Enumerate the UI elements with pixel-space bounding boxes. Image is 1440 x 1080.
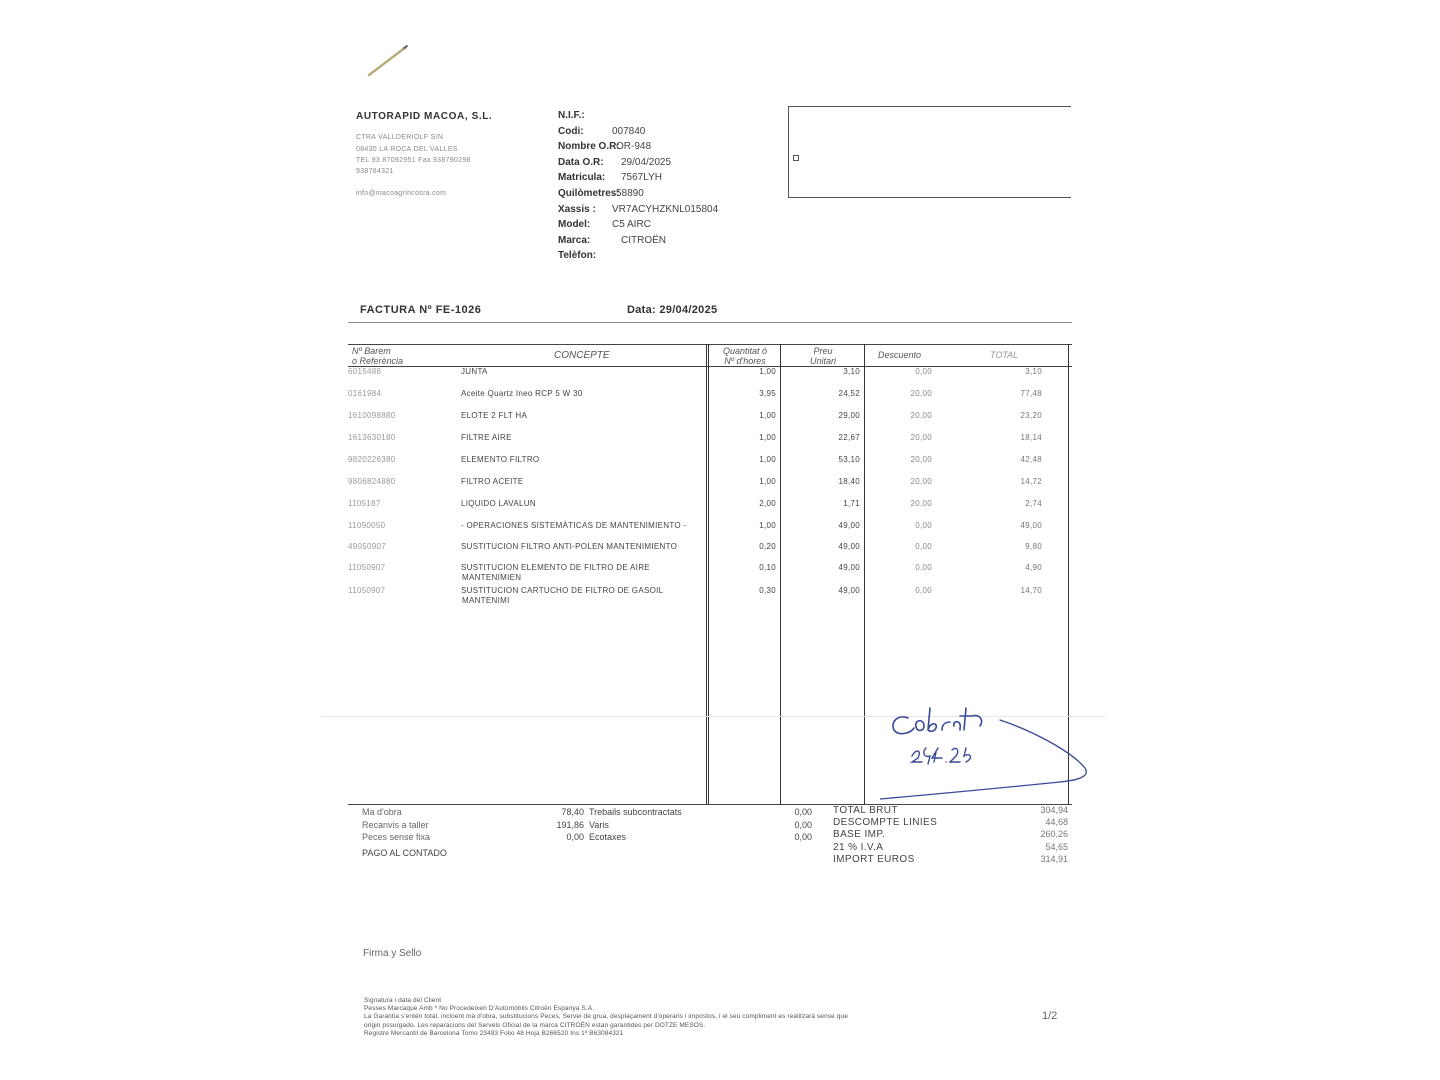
total-label: 21 % I.V.A [833,841,884,853]
footer-line: La Garantia s'entén total, incloent mà d'obra, substitucions Peces, Servei de grua, desplaçament d'operaris i impostos, i el seu compliment es realitzarà sense que [364,1013,848,1021]
row-unit-price: 18,40 [838,477,860,486]
row-reference: 9806824880 [348,477,396,486]
vehicle-info-value: CITROËN [621,234,666,246]
column-divider [780,344,781,804]
signature-stamp-label: Firma y Sello [363,948,422,959]
company-name: AUTORAPID MACOA, S.L. [356,111,493,122]
row-concept: ELOTE 2 FLT HA [461,411,528,420]
row-concept: Aceite Quartz Ineo RCP 5 W 30 [461,389,583,398]
header-ref: Nº Barem o Referència [352,346,404,366]
row-discount: 0,00 [915,367,932,376]
total-value: 54,65 [1045,841,1068,852]
total-value: 314,91 [1040,853,1068,864]
company-address-line: CTRA VALLDERIOLF S/N [356,134,444,141]
row-reference: 11050907 [348,586,386,595]
header-discount: Descuento [878,350,922,360]
total-value: 260,26 [1040,829,1068,840]
row-reference: 1105187 [348,499,381,508]
summary-value-2: 0,00 [794,819,812,830]
client-address-box [788,106,1071,198]
row-reference: 1613630180 [348,433,396,442]
vehicle-info-value: 7567LYH [621,172,662,184]
vehicle-info-label: Model: [558,219,591,231]
header-concept: CONCEPTE [554,350,610,361]
row-concept-continued: MANTENIMIEN [462,573,522,582]
summary-value: 191,86 [556,819,584,830]
row-total: 77,48 [1020,389,1042,398]
invoice-number: FACTURA Nº FE-1026 [360,304,482,316]
pencil-mark-icon [366,44,410,78]
vehicle-info-label: N.I.F.: [558,110,585,121]
row-total: 14,72 [1020,477,1042,486]
row-concept: - OPERACIONES SISTEMÁTICAS DE MANTENIMIENTO - [461,521,687,530]
column-divider [864,344,865,804]
row-quantity: 0,30 [759,586,776,595]
payment-method: PAGO AL CONTADO [362,848,447,858]
row-unit-price: 49,00 [838,586,860,595]
company-address-line: 08430 LA ROCA DEL VALLES [356,146,458,153]
row-total: 42,48 [1020,455,1042,464]
row-concept: SUSTITUCION CARTUCHO DE FILTRO DE GASOIL [461,586,664,595]
table-header-top [348,344,1072,345]
row-total: 9,80 [1025,542,1042,551]
footer-line: Registre Mercantil de Barcelona Tomo 23493 Folio 48 Hoja B266520 Ins 1ª B63084321 [364,1029,624,1037]
row-discount: 0,00 [915,563,932,572]
row-total: 18,14 [1020,433,1042,442]
row-concept-continued: MANTENIMI [462,596,510,605]
row-discount: 20,00 [910,499,932,508]
row-concept: FILTRE AIRE [461,433,512,442]
row-discount: 0,00 [915,586,932,595]
total-value: 304,94 [1040,805,1068,815]
summary-label: Ma d'obra [362,807,402,817]
row-concept: JUNTA [461,367,488,376]
row-unit-price: 22,67 [838,433,860,442]
summary-label-2: Trebails subcontractats [589,807,682,817]
company-phone: TEL 93 87092951 Fax 938790298 [356,157,471,164]
total-label: TOTAL BRUT [833,805,898,816]
row-quantity: 1,00 [759,433,776,442]
row-concept: FILTRO ACEITE [461,477,524,486]
row-unit-price: 24,52 [838,389,860,398]
total-label: BASE IMP. [833,829,886,841]
row-quantity: 0,20 [759,542,776,551]
row-unit-price: 49,00 [838,542,860,551]
vehicle-info-label: Data O.R: [558,156,604,168]
header-total: TOTAL [990,350,1019,360]
total-label: IMPORT EUROS [833,853,915,865]
row-quantity: 3,95 [759,389,776,398]
row-discount: 20,00 [910,455,932,464]
row-unit-price: 49,00 [838,563,860,572]
row-discount: 20,00 [910,477,932,486]
footer-line: Pesses Marcaque Amb * No Procedeixen D'Automòbils Citroën Espanya S.A. [364,1005,595,1013]
vehicle-info-label: Quilòmetres: [558,188,620,199]
handwritten-signature [880,700,1100,810]
vehicle-info-label: Codi: [558,125,584,137]
summary-label: Peces sense fixa [362,832,431,842]
row-quantity: 0,10 [759,563,776,572]
row-unit-price: 53,10 [838,455,860,464]
invoice-date: Data: 29/04/2025 [627,304,718,316]
vehicle-info-label: Nombre O.R: [558,141,620,153]
row-discount: 20,00 [910,411,932,420]
table-header-bottom [348,366,1072,367]
vehicle-info-value: 29/04/2025 [621,156,672,168]
box-marker-icon [793,155,799,161]
row-total: 3,10 [1025,367,1042,376]
vehicle-info-value: C5 AIRC [612,219,651,231]
summary-value: 0,00 [566,832,584,842]
row-quantity: 1,00 [759,455,776,464]
vehicle-info-value: 007840 [612,125,646,137]
row-unit-price: 49,00 [838,521,860,530]
row-quantity: 1,00 [759,367,776,376]
vehicle-info-label: Telèfon: [558,250,597,262]
row-reference: 9820226380 [348,455,396,464]
footer-line: origin pssurgado. Les reparacions del Servels Oficial de la marca CITROËN estan garantides per DOTZE MESOS. [364,1021,706,1029]
summary-value-2: 0,00 [794,832,812,842]
header-price: Preu Unitari [809,346,836,366]
company-phone-2: 938784321 [356,168,394,175]
vehicle-info-value: OR-948 [616,141,652,153]
page-number: 1/2 [1042,1010,1058,1022]
row-concept: ELEMENTO FILTRO [461,455,540,464]
row-discount: 0,00 [915,521,932,530]
row-quantity: 2,00 [759,499,776,508]
vehicle-info-label: Marca: [558,234,591,246]
row-reference: 11090050 [348,521,386,530]
footer-line: Signatura i data del Client [364,997,442,1004]
row-quantity: 1,00 [759,411,776,420]
vehicle-info-label: Xassis : [558,203,596,215]
summary-label-2: Varis [589,819,609,830]
row-concept: LIQUIDO LAVALUN [461,499,536,508]
row-total: 49,00 [1020,521,1042,530]
vehicle-info-label: Matricula: [558,172,606,184]
total-label: DESCOMPTE LINIES [833,817,938,829]
row-reference: 11050907 [348,563,386,572]
row-concept: SUSTITUCION ELEMENTO DE FILTRO DE AIRE [461,563,650,572]
row-total: 14,70 [1020,586,1042,595]
column-divider [706,344,707,804]
header-quantity: Quantitat ó Nº d'hores [722,346,768,366]
row-quantity: 1,00 [759,521,776,530]
row-unit-price: 1,71 [843,499,860,508]
column-divider [708,344,709,804]
summary-value: 78,40 [561,807,584,817]
summary-label: Recanvis a taller [362,819,429,830]
row-concept: SUSTITUCION FILTRO ANTI-POLEN MANTENIMIENTO [461,542,678,551]
row-total: 2,74 [1025,499,1042,508]
row-quantity: 1,00 [759,477,776,486]
row-discount: 20,00 [910,389,932,398]
total-value: 44,68 [1045,817,1068,828]
row-total: 23,20 [1020,411,1042,420]
summary-label-2: Ecotaxes [589,832,627,842]
table-top-rule [348,322,1072,323]
vehicle-info-value: VR7ACYHZKNL015804 [612,203,719,215]
row-unit-price: 3,10 [843,367,860,376]
row-reference: 6015488 [348,367,382,376]
row-reference: 0161984 [348,389,382,398]
row-discount: 0,00 [915,542,932,551]
row-reference: 49050907 [348,542,386,551]
summary-value-2: 0,00 [794,807,812,817]
row-unit-price: 29,00 [838,411,860,420]
company-email: info@macoagrincosra.com [356,190,447,197]
row-reference: 1610098880 [348,411,396,420]
row-discount: 20,00 [910,433,932,442]
vehicle-info-value: 58890 [616,188,644,199]
row-total: 4,90 [1025,563,1042,572]
